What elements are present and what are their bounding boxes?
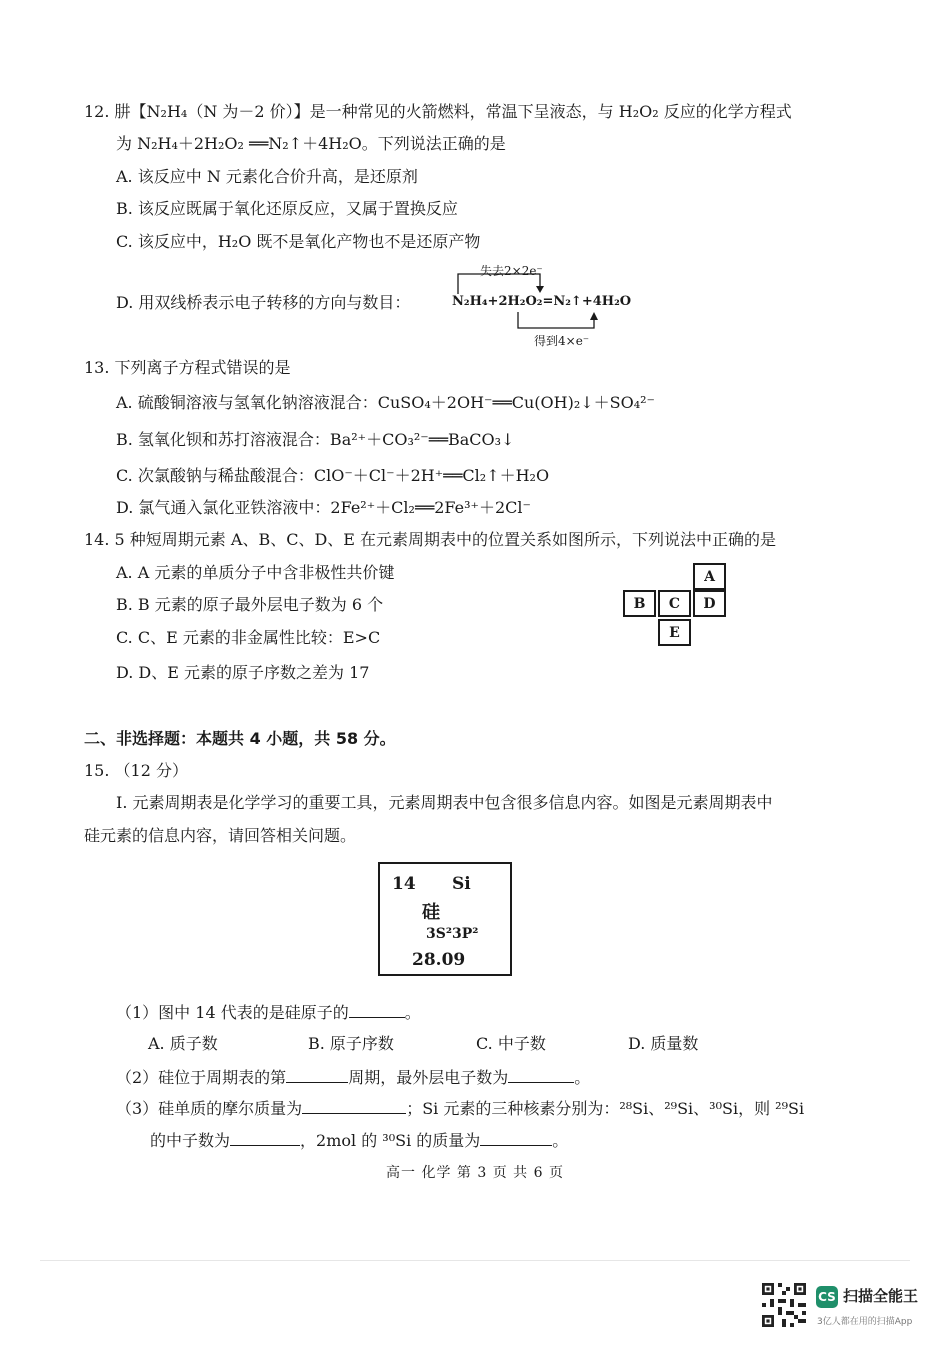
q14-option-d: D. D、E 元素的原子序数之差为 17 [116, 663, 370, 682]
q12-stem-line1: 12. 肼【N₂H₄（N 为－2 价）】是一种常见的火箭燃料，常温下呈液态，与 H₂O₂ 反应的化学方程式 [84, 102, 792, 121]
element-symbol: Si [452, 874, 471, 894]
q15-part1 [116, 1001, 421, 1024]
element-name: 硅 [422, 902, 440, 923]
q15-intro-line1: I. 元素周期表是化学学习的重要工具，元素周期表中包含很多信息内容。如图是元素周期表中 [116, 793, 773, 812]
q15-part3-line1 [116, 1097, 804, 1120]
q12-stem-line2: 为 N₂H₄＋2H₂O₂ ══N₂↑＋4H₂O。下列说法正确的是 [116, 134, 506, 153]
q15-part3-text-a: （3）硅单质的摩尔质量为 [116, 1099, 303, 1118]
q15-part1-text: （1）图中 14 代表的是硅原子的 [116, 1003, 349, 1022]
q15-part2-end: 。 [574, 1068, 591, 1087]
scanner-brand: 扫描全能王 [843, 1287, 919, 1305]
page-footer: 高一 化学 第 3 页 共 6 页 [386, 1165, 564, 1181]
grid-cell-e: E [658, 619, 691, 646]
q15-intro-line2: 硅元素的信息内容，请回答相关问题。 [84, 826, 357, 845]
atomic-number: 14 [392, 874, 416, 894]
q15-part3-text-d: ，2mol 的 ³⁰Si 的质量为 [300, 1131, 481, 1150]
transfer-equation: N₂H₄+2H₂O₂=N₂↑+4H₂O [452, 294, 632, 309]
q13-option-c: C. 次氯酸钠与稀盐酸混合：ClO⁻＋Cl⁻＋2H⁺══Cl₂↑＋H₂O [116, 466, 550, 485]
q13-option-a: A. 硫酸铜溶液与氢氧化钠溶液混合：CuSO₄＋2OH⁻══Cu(OH)₂↓＋SO₄²⁻ [116, 393, 656, 412]
grid-cell-c: C [658, 590, 691, 617]
grid-cell-d: D [693, 590, 726, 617]
q14-stem: 14. 5 种短周期元素 A、B、C、D、E 在元素周期表中的位置关系如图所示，下列说法中正确的是 [84, 530, 777, 549]
q15-part3-line2 [150, 1129, 568, 1152]
q13-option-b: B. 氢氧化钡和苏打溶液混合：Ba²⁺＋CO₃²⁻══BaCO₃↓ [116, 430, 515, 449]
silicon-element-card [378, 862, 512, 976]
q15-part1-end: 。 [404, 1003, 421, 1022]
q14-option-c: C. C、E 元素的非金属性比较：E>C [116, 628, 381, 647]
q14-option-a: A. A 元素的单质分子中含非极性共价键 [116, 563, 395, 582]
q15-part3-text-c: 的中子数为 [150, 1131, 231, 1150]
q15-part2-blank2[interactable] [508, 1066, 574, 1083]
q12-option-d: D. 用双线桥表示电子转移的方向与数目： [116, 293, 411, 312]
q15-part1-option-a: A. 质子数 [148, 1034, 218, 1053]
q15-part2-blank1[interactable] [286, 1066, 348, 1083]
q15-part3-blank2[interactable] [230, 1129, 300, 1146]
lose-electrons-label: 失去2×2e⁻ [480, 264, 543, 278]
gain-electrons-label: 得到4×e⁻ [534, 334, 590, 348]
q15-part2-text-a: （2）硅位于周期表的第 [116, 1068, 287, 1087]
grid-cell-b: B [623, 590, 656, 617]
divider [40, 1260, 910, 1261]
q15-part2 [116, 1066, 590, 1089]
electron-transfer-diagram [448, 262, 632, 348]
q14-option-b: B. B 元素的原子最外层电子数为 6 个 [116, 595, 384, 614]
q15-part3-text-b: ；Si 元素的三种核素分别为：²⁸Si、²⁹Si、³⁰Si，则 ²⁹Si [406, 1099, 805, 1118]
q12-option-b: B. 该反应既属于氧化还原反应，又属于置换反应 [116, 199, 458, 218]
scanner-slogan: 3亿人都在用的扫描App [817, 1317, 913, 1327]
q13-stem: 13. 下列离子方程式错误的是 [84, 358, 291, 377]
electron-config: 3S²3P² [426, 926, 479, 942]
q15-part3-blank1[interactable] [302, 1097, 406, 1114]
q15-part1-blank[interactable] [349, 1001, 405, 1018]
grid-cell-a: A [693, 563, 726, 590]
q15-part1-option-d: D. 质量数 [628, 1034, 699, 1053]
q13-option-d: D. 氯气通入氯化亚铁溶液中：2Fe²⁺＋Cl₂══2Fe³⁺＋2Cl⁻ [116, 498, 531, 517]
q12-option-a: A. 该反应中 N 元素化合价升高，是还原剂 [116, 167, 418, 186]
q15-part1-option-b: B. 原子序数 [308, 1034, 394, 1053]
q15-part2-text-b: 周期，最外层电子数为 [348, 1068, 509, 1087]
q15-part1-options [148, 1033, 728, 1055]
section2-title: 二、非选择题：本题共 4 小题，共 58 分。 [84, 729, 396, 748]
q15-part3-end: 。 [552, 1131, 569, 1150]
q12-option-c: C. 该反应中，H₂O 既不是氧化产物也不是还原产物 [116, 232, 481, 251]
q15-part3-blank3[interactable] [480, 1129, 552, 1146]
q15-header: 15. （12 分） [84, 761, 188, 780]
periodic-position-grid [623, 563, 728, 650]
q15-part1-option-c: C. 中子数 [476, 1034, 546, 1053]
atomic-mass: 28.09 [412, 950, 466, 970]
scanner-logo-icon: CS [816, 1286, 838, 1308]
qr-code-icon [762, 1283, 806, 1327]
